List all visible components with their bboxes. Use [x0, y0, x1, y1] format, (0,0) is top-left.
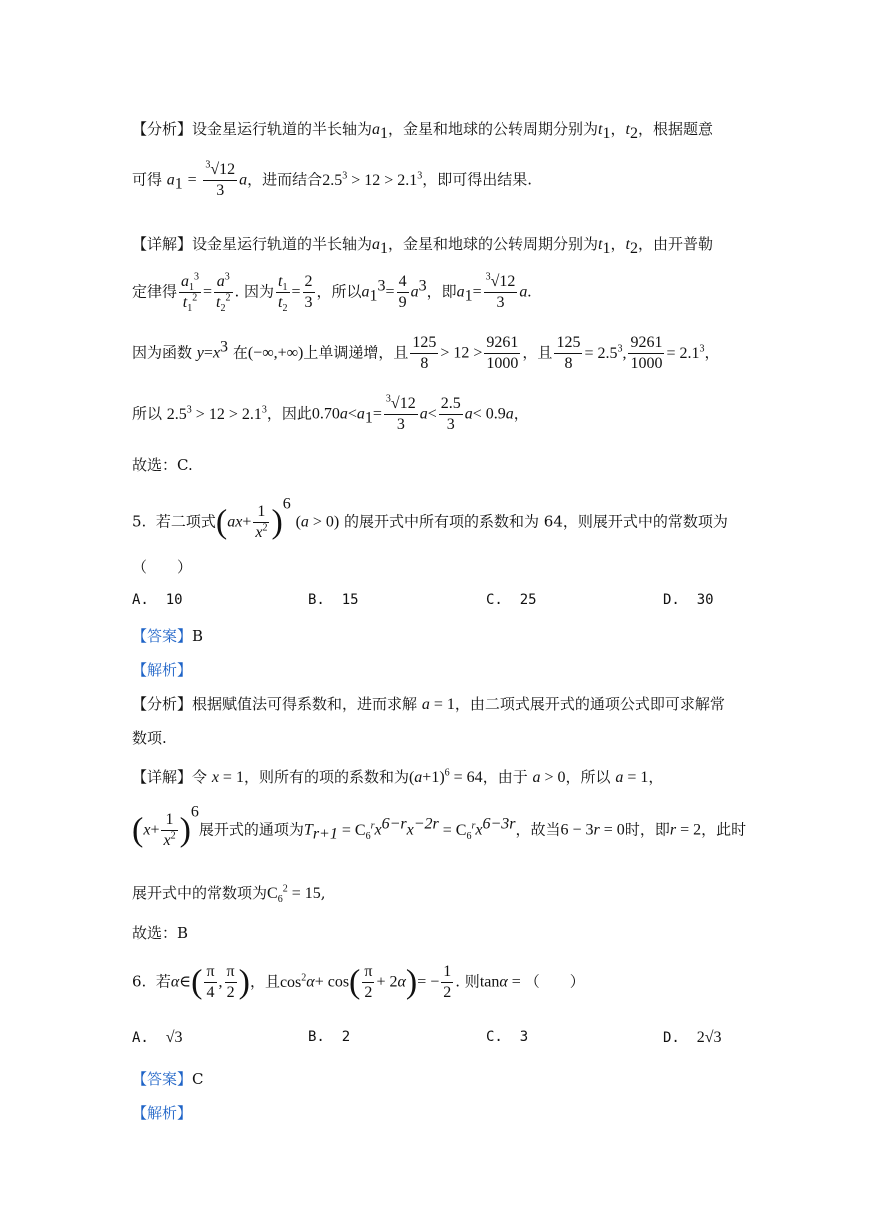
detail-line-1: 【详解】设金星运行轨道的半长轴为$a_1$，金星和地球的公转周期分别为$t_1$，$t_2$，由开普勒 [132, 235, 713, 257]
detail-tag: 【详解】 [132, 235, 193, 253]
detail-conclusion: 故选：C. [132, 456, 193, 474]
analysis-tag: 【分析】 [132, 120, 193, 138]
q6-option-a[interactable]: A. √3 [132, 1029, 183, 1046]
q6-option-d[interactable]: D. 2√3 [663, 1029, 722, 1046]
q5-conclusion: 故选：B [132, 924, 189, 942]
q5-answer-tag: 【答案】 [132, 627, 193, 645]
q6-answer [132, 1068, 204, 1089]
q5-detail-line-1: 【详解】令 x = 1，则所有的项的系数和为$(a+1)^6 = 64$，由于 a > 0，所以 a = 1， [132, 767, 664, 786]
q5-option-b[interactable]: B. 15 [308, 592, 359, 608]
q6-option-b[interactable]: B. 2 [308, 1029, 351, 1045]
q5-option-c[interactable]: C. 25 [486, 592, 537, 608]
q6-stem: 6. 若α∈( $\frac{\pi}{4}$ , $\frac{\pi}{2}$ )，且$\cos^2\alpha+ \cos$( $\frac{\pi}{2}$ + 2α)= − $\frac{1}{2}$ . 则tanα = （ ） [132, 963, 585, 1001]
detail-line-2: 定律得 $\frac{a_1^3}{t_1^2}$ = $\frac{a^3}{t_2^2}$ . 因为 $\frac{t_1}{t_2}$ = $\frac{2}{3}$ ，所以$a_1^3=$ $\frac{4}{9}$ $a^3$，即$a_1=$ $\frac{^3√12}{3}$ a. [132, 271, 532, 315]
q6-number: 6. [132, 972, 147, 991]
q5-option-a[interactable]: A. 10 [132, 592, 183, 608]
q5-number: 5. [132, 512, 147, 531]
q5-detail-line-3: 展开式中的常数项为$C_6^2 = 15$, [132, 883, 326, 906]
q6-answer-tag: 【答案】 [132, 1070, 193, 1088]
q5-blank: （ ） [132, 558, 193, 576]
q5-analysis-line-1: 【分析】根据赋值法可得系数和，进而求解 a = 1，由二项式展开式的通项公式即可求解常 [132, 695, 725, 713]
detail-line-4: 所以 $2.5^3 > 12 > 2.1^3$，因此$0.70a<a_1=$ $\frac{^3√12}{3}$ a< $\frac{2.5}{3}$ a< 0.9a， [132, 393, 529, 433]
analysis-line-1: 【分析】设金星运行轨道的半长轴为$a_1$，金星和地球的公转周期分别为$t_1$，$t_2$，根据题意 [132, 120, 713, 142]
q5-answer [132, 625, 203, 646]
q6-answer-value: C [192, 1070, 204, 1088]
q5-explain-tag: 【解析】 [132, 661, 193, 679]
detail-line-3: 因为函数 $y=x^3$ 在(−∞,+∞)上单调递增，且 $\frac{125}{8}$ > 12 > $\frac{9261}{1000}$ ，且 $\frac{125}{8}$ = $2.5^3$, $\frac{9261}{1000}$ = $2.1^3$， [132, 334, 720, 372]
q5-analysis-line-2: 数项. [132, 729, 167, 747]
q5-option-d[interactable]: D. 30 [663, 592, 714, 608]
q6-option-c[interactable]: C. 3 [486, 1029, 529, 1045]
q5-detail-line-2: (x+ $\frac{1}{x^2}$ )$^6$展开式的通项为$T_{r+1} = C_6^rx^{6-r}x^{-2r} = C_6^rx^{6-3r}$，故当6 − 3r = 0时，即r = 2，此时 [132, 803, 747, 849]
q6-explain-tag: 【解析】 [132, 1104, 193, 1122]
analysis-line-2: 可得 $a_1$ = $\frac{^3√12}{3}$ a，进而结合$2.5^3 > 12 > 2.1^3$，即可得出结果. [132, 159, 533, 199]
q5-answer-value: B [192, 627, 204, 645]
q5-stem: 5. 若二项式(ax+ $\frac{1}{x^2}$ )$^6$ (a > 0) 的展开式中所有项的系数和为 64，则展开式中的常数项为 [132, 495, 728, 541]
